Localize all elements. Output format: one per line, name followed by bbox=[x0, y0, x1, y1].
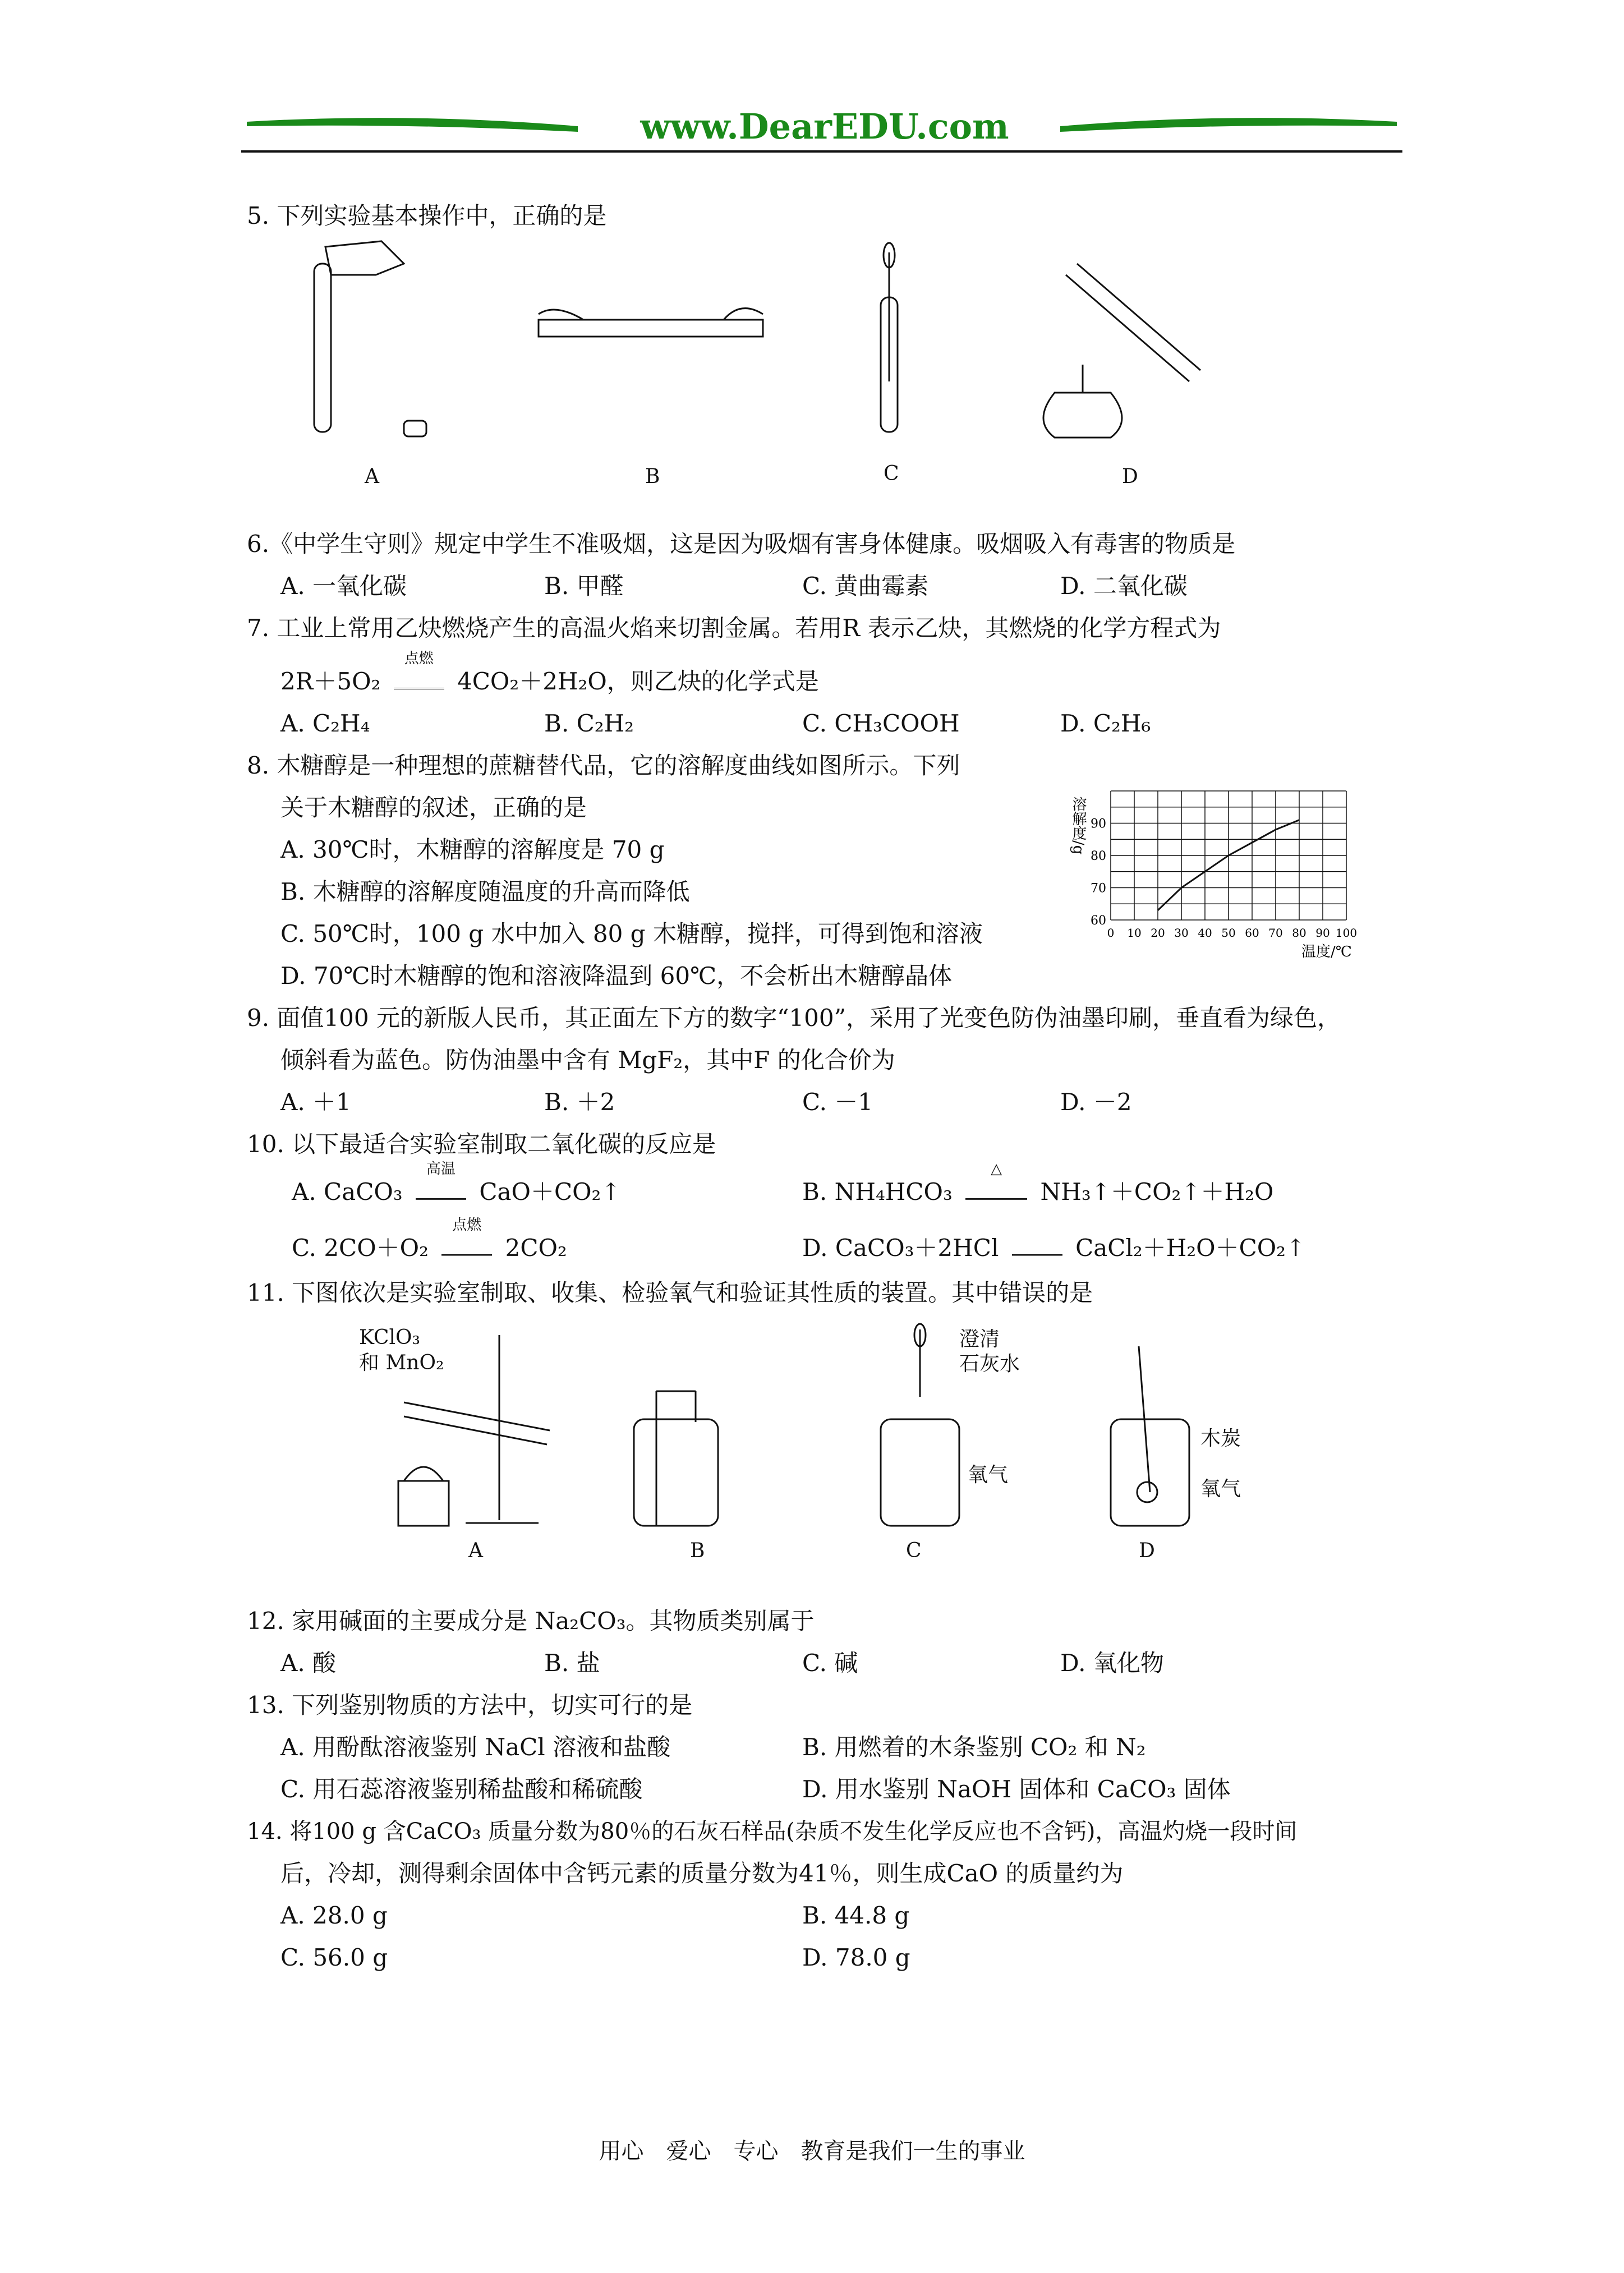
q5-label-d: D bbox=[1122, 465, 1138, 488]
q13-option-b: B. 用燃着的木条鉴别 CO₂ 和 N₂ bbox=[802, 1733, 1146, 1761]
q10-option-d bbox=[802, 1234, 1305, 1262]
q11-text-charcoal: 木炭 bbox=[1200, 1427, 1241, 1450]
q5-fig-b-tube bbox=[539, 309, 763, 337]
chart-xtick-label: 40 bbox=[1198, 926, 1212, 940]
header-banner bbox=[241, 106, 1402, 160]
q7-option-c: C. CH₃COOH bbox=[802, 710, 960, 737]
q13-stem: 13. 下列鉴别物质的方法中，切实可行的是 bbox=[247, 1691, 693, 1719]
q8-stem-2: 关于木糖醇的叙述，正确的是 bbox=[280, 794, 587, 821]
chart-xtick-label: 30 bbox=[1174, 926, 1189, 940]
q11-label-a: A bbox=[468, 1539, 483, 1562]
q8-stem-1: 8. 木糖醇是一种理想的蔗糖替代品，它的溶解度曲线如图所示。下列 bbox=[247, 752, 960, 779]
q14-option-d: D. 78.0 g bbox=[802, 1944, 910, 1971]
q10-b-arrow bbox=[965, 1161, 1027, 1206]
q10-d-arrow bbox=[1012, 1234, 1062, 1262]
q5-label-c: C bbox=[884, 462, 899, 485]
q10-a-products: CaO＋CO₂↑ bbox=[479, 1178, 621, 1205]
q12-option-c: C. 碱 bbox=[802, 1649, 858, 1677]
q14-option-c: C. 56.0 g bbox=[280, 1944, 388, 1971]
q5-fig-c-dropper bbox=[881, 243, 898, 432]
q5-stem: 5. 下列实验基本操作中，正确的是 bbox=[247, 202, 607, 229]
q10-c-products: 2CO₂ bbox=[505, 1234, 567, 1262]
chart-xtick-label: 70 bbox=[1268, 926, 1283, 940]
q7-equation bbox=[280, 650, 819, 696]
q11-text-clear: 澄清 bbox=[959, 1328, 1000, 1351]
footer-motto: 用心 爱心 专心 教育是我们一生的事业 bbox=[599, 2138, 1025, 2164]
q11-text-limewater: 石灰水 bbox=[959, 1352, 1020, 1375]
q7-option-b: B. C₂H₂ bbox=[544, 710, 634, 737]
q11-text-oxygen-d: 氧气 bbox=[1200, 1478, 1241, 1501]
q11-text-oxygen-c: 氧气 bbox=[968, 1464, 1009, 1487]
chart-xtick-label: 50 bbox=[1221, 926, 1236, 940]
q14-option-b: B. 44.8 g bbox=[802, 1902, 910, 1929]
chart-ylabel: 溶解度/g bbox=[1070, 797, 1087, 855]
chart-xtick-label: 80 bbox=[1292, 926, 1306, 940]
q7-eq-right: 4CO₂＋2H₂O，则乙炔的化学式是 bbox=[457, 668, 819, 695]
q10-option-c bbox=[292, 1217, 567, 1262]
q7-eq-cond: 点燃 bbox=[404, 650, 434, 667]
chart-xlabel: 温度/℃ bbox=[1301, 944, 1352, 960]
q11-text-mno2: 和 MnO₂ bbox=[359, 1351, 444, 1374]
q10-d-products: CaCl₂＋H₂O＋CO₂↑ bbox=[1075, 1234, 1306, 1262]
q10-stem: 10. 以下最适合实验室制取二氧化碳的反应是 bbox=[247, 1130, 716, 1158]
q5-fig-d-burner bbox=[1043, 264, 1200, 438]
q7-eq-left: 2R＋5O₂ bbox=[280, 668, 381, 695]
q9-option-c: C. －1 bbox=[802, 1088, 873, 1116]
q5-label-b: B bbox=[645, 465, 660, 488]
q8-option-a: A. 30℃时，木糖醇的溶解度是 70 g bbox=[280, 836, 665, 863]
q6-option-b: B. 甲醛 bbox=[544, 572, 624, 600]
q12-option-a: A. 酸 bbox=[280, 1649, 337, 1677]
q10-c-arrow bbox=[441, 1217, 492, 1262]
q5-fig-a-bottle bbox=[314, 241, 426, 436]
chart-ytick-label: 70 bbox=[1091, 881, 1106, 896]
q5-figure bbox=[292, 241, 1245, 454]
q10-c-cond: 点燃 bbox=[452, 1217, 482, 1234]
chart-xtick-label: 60 bbox=[1245, 926, 1259, 940]
q9-stem-2: 倾斜看为蓝色。防伪油墨中含有 MgF₂，其中F 的化合价为 bbox=[280, 1046, 895, 1074]
q9-option-b: B. ＋2 bbox=[544, 1088, 615, 1116]
q6-option-d: D. 二氧化碳 bbox=[1060, 572, 1188, 600]
q7-eq-arrow bbox=[394, 650, 444, 696]
chart-ytick-label: 60 bbox=[1091, 914, 1106, 928]
q12-stem: 12. 家用碱面的主要成分是 Na₂CO₃。其物质类别属于 bbox=[247, 1607, 815, 1635]
q10-a-arrow bbox=[416, 1161, 466, 1206]
q6-option-c: C. 黄曲霉素 bbox=[802, 572, 929, 600]
chart-xtick-label: 0 bbox=[1107, 926, 1115, 940]
q13-option-a: A. 用酚酞溶液鉴别 NaCl 溶液和盐酸 bbox=[280, 1733, 671, 1761]
q10-a-cond: 高温 bbox=[426, 1161, 456, 1177]
q7-option-d: D. C₂H₆ bbox=[1060, 710, 1151, 737]
q11-stem: 11. 下图依次是实验室制取、收集、检验氧气和验证其性质的装置。其中错误的是 bbox=[247, 1279, 1093, 1306]
q10-d-reactants: D. CaCO₃＋2HCl bbox=[802, 1234, 999, 1262]
q10-b-cond: △ bbox=[991, 1161, 1002, 1177]
q13-option-d: D. 用水鉴别 NaOH 固体和 CaCO₃ 固体 bbox=[802, 1775, 1231, 1803]
header-url: www.DearEDU.com bbox=[640, 106, 1009, 147]
q10-c-reactants: C. 2CO＋O₂ bbox=[292, 1234, 429, 1262]
q9-stem-1: 9. 面值100 元的新版人民币，其正面左下方的数字“100”，采用了光变色防伪油墨印刷，垂直看为绿色， bbox=[247, 1004, 1341, 1032]
solubility-chart bbox=[1066, 780, 1380, 959]
q14-stem-1: 14. 将100 g 含CaCO₃ 质量分数为80％的石灰石样品(杂质不发生化学反应也不含钙)，高温灼烧一段时间 bbox=[247, 1819, 1298, 1844]
q14-stem-2: 后，冷却，测得剩余固体中含钙元素的质量分数为41％，则生成CaO 的质量约为 bbox=[280, 1860, 1124, 1887]
chart-xtick-label: 20 bbox=[1151, 926, 1165, 940]
q6-option-a: A. 一氧化碳 bbox=[280, 572, 407, 600]
q8-option-d: D. 70℃时木糖醇的饱和溶液降温到 60℃，不会析出木糖醇晶体 bbox=[280, 962, 953, 990]
q8-option-b: B. 木糖醇的溶解度随温度的升高而降低 bbox=[280, 878, 690, 905]
q8-option-c: C. 50℃时，100 g 水中加入 80 g 木糖醇，搅拌，可得到饱和溶液 bbox=[280, 920, 983, 947]
chart-ytick-label: 90 bbox=[1091, 817, 1106, 831]
q7-option-a: A. C₂H₄ bbox=[280, 710, 370, 737]
q13-option-c: C. 用石蕊溶液鉴别稀盐酸和稀硫酸 bbox=[280, 1775, 643, 1803]
chart-xtick-label: 10 bbox=[1127, 926, 1142, 940]
q9-option-d: D. －2 bbox=[1060, 1088, 1132, 1116]
q10-b-products: NH₃↑＋CO₂↑＋H₂O bbox=[1040, 1178, 1274, 1205]
q11-text-kclo3: KClO₃ bbox=[359, 1326, 420, 1349]
q10-a-reactants: A. CaCO₃ bbox=[292, 1178, 403, 1205]
q12-option-b: B. 盐 bbox=[544, 1649, 600, 1677]
q11-fig-d-bottle bbox=[1111, 1346, 1189, 1526]
q10-b-reactants: B. NH₄HCO₃ bbox=[802, 1178, 953, 1205]
q6-stem: 6.《中学生守则》规定中学生不准吸烟，这是因为吸烟有害身体健康。吸烟吸入有毒害的物质是 bbox=[247, 530, 1236, 558]
q11-label-d: D bbox=[1139, 1539, 1155, 1562]
q5-label-a: A bbox=[365, 465, 379, 488]
q7-stem: 7. 工业上常用乙炔燃烧产生的高温火焰来切割金属。若用R 表示乙炔，其燃烧的化学方程式为 bbox=[247, 614, 1221, 642]
q14-option-a: A. 28.0 g bbox=[280, 1902, 388, 1929]
chart-ytick-label: 80 bbox=[1091, 849, 1106, 863]
q11-label-b: B bbox=[690, 1539, 705, 1562]
q11-fig-b-bottle bbox=[634, 1391, 718, 1526]
q10-option-b bbox=[802, 1161, 1274, 1206]
q10-option-a bbox=[292, 1161, 621, 1206]
chart-xtick-label: 100 bbox=[1335, 926, 1358, 940]
q12-option-d: D. 氧化物 bbox=[1060, 1649, 1164, 1677]
q11-fig-c-bottle bbox=[881, 1324, 959, 1526]
q11-label-c: C bbox=[906, 1539, 922, 1562]
chart-xtick-label: 90 bbox=[1315, 926, 1330, 940]
q9-option-a: A. ＋1 bbox=[280, 1088, 351, 1116]
q11-figure bbox=[359, 1324, 1313, 1537]
